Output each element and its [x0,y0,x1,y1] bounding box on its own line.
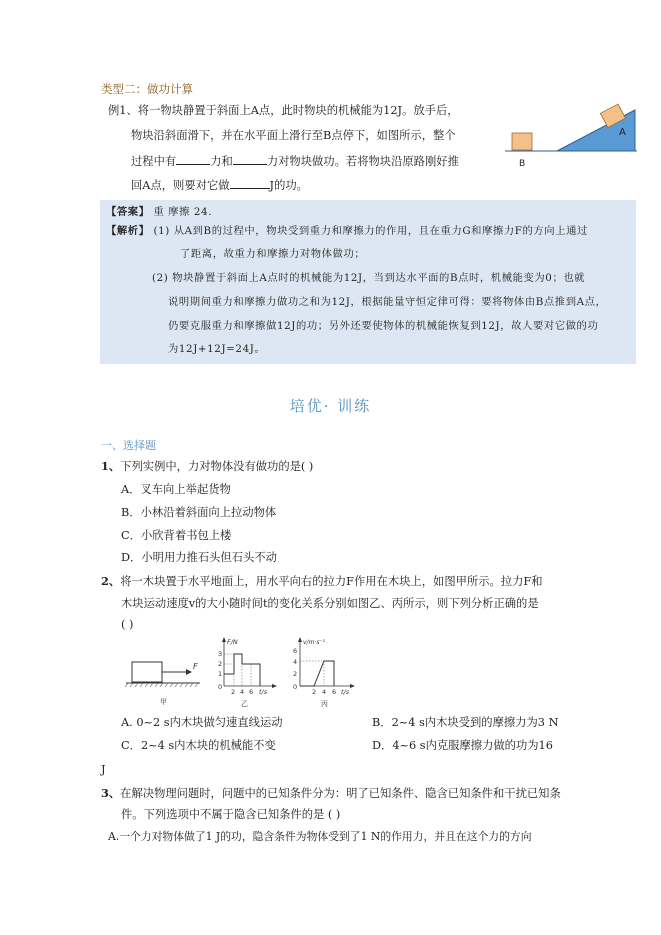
q3-stem-text-1: 在解决物理问题时，问题中的已知条件分为：明了已知条件、隐含已知条件和干扰已知条 [120,787,561,800]
figure-bing-label: 丙 [321,700,328,708]
wooden-block [132,662,162,682]
analysis-line-1 [106,225,588,238]
bing-velocity-curve [300,661,334,686]
q1-stem-text: 下列实例中，力对物体没有做功的是( ) [120,460,314,473]
q1-number: 1、 [101,459,121,473]
bing-ytick-4: 4 [293,658,298,666]
analysis-text-1: (1) 从A到B的过程中，物块受到重力和摩擦力的作用，且在重力G和摩擦力F的方向上通过 [153,225,588,237]
q3-number: 3、 [101,786,121,800]
yi-ytick-3: 3 [218,650,223,658]
answer-box [100,200,636,364]
example-line-4b: J的功。 [269,179,308,192]
q1-option-a: A．叉车向上举起货物 [121,483,231,496]
block-at-b [512,133,532,150]
analysis-line-2: 了距离，故重力和摩擦力对物体做功； [180,248,366,260]
type2-heading: 类型二：做功计算 [101,82,193,96]
q3-stem-1 [101,786,561,801]
bing-xtick-2: 2 [312,688,317,696]
bing-ytick-6: 6 [293,647,298,655]
example-line-3 [131,153,459,169]
example-line-4 [131,177,308,193]
bing-xlabel: t/s [341,688,350,696]
analysis-line-5: 仍要克服重力和摩擦做12J的功；另外还要使物体的机械能恢复到12J，故人要对它做的功 [168,320,599,332]
q2-option-a: A. 0~2 s内木块做匀速直线运动 [121,716,283,729]
q2-stem-3: ( ) [121,618,134,631]
analysis-label: 【解析】 [106,225,150,237]
q2-option-c: C．2~4 s内木块的机械能不变 [121,739,276,752]
force-arrowhead [186,669,192,675]
blank-3 [230,177,270,189]
q3-option-a: A.一个力对物体做了1 J的功，隐含条件为物体受到了1 N的作用力，并且在这个力的方向 [108,830,532,843]
example-line-3c: 力对物块做功。若将物块沿原路刚好推 [266,155,459,168]
bing-ytick-2: 2 [293,670,298,678]
example-line-3a: 过程中有 [131,155,177,168]
answer-line [106,206,212,219]
bing-xtick-6: 6 [332,688,337,696]
figure-jia [124,652,204,708]
q3-stem-2: 件。下列选项中不属于隐含已知条件的是 ( ) [121,808,341,821]
example-line-2: 物块沿斜面滑下，并在水平面上滑行至B点停下，如图所示，整个 [131,129,456,142]
answer-label: 【答案】 [106,206,150,218]
ground-hatch [125,683,198,687]
answer-text: 重 摩擦 24. [153,206,213,218]
yi-xlabel: t/s [259,688,268,696]
section-choice-heading: 一、选择题 [101,439,156,452]
figure-yi [212,636,282,708]
q1-stem [101,459,313,474]
bing-xtick-4: 4 [322,688,327,696]
q1-option-c: C．小欣背着书包上楼 [121,529,232,542]
section-title: 培优· 训练 [289,397,372,415]
example-line-3b: 力和 [210,155,233,168]
q2-option-d: D．4~6 s内克服摩擦力做的功为16 [372,739,553,752]
figure-jia-label: 甲 [160,698,167,706]
example-line-1: 例1、将一物块静置于斜面上A点，此时物块的机械能为12J。放手后， [108,104,459,117]
yi-ytick-2: 2 [218,660,223,668]
yi-ytick-0: 0 [218,683,223,691]
analysis-line-6: 为12J+12J=24J。 [168,343,266,355]
analysis-line-4: 说明期间重力和摩擦力做功之和为12J，根据能量守恒定律可得：要将物体由B点推到A点， [168,296,607,308]
yi-xtick-2: 2 [231,688,236,696]
q2-stem-text-1: 将一木块置于水平地面上，用水平向右的拉力F作用在木块上，如图甲所示。拉力F和 [120,575,543,588]
bing-ytick-0: 0 [293,683,298,691]
figure-yi-label: 乙 [241,700,248,708]
incline-figure [505,102,645,172]
q2-number: 2、 [101,574,121,588]
bing-ylabel: v/m·s⁻¹ [303,639,326,646]
example-line-4a: 回A点，则要对它做 [131,179,230,192]
q1-option-d: D．小明用力推石头但石头不动 [121,551,277,564]
yi-ytick-1: 1 [218,670,223,678]
q1-option-b: B．小林沿着斜面向上拉动物体 [121,506,277,519]
yi-xtick-6: 6 [249,688,254,696]
q2-option-b: B．2~4 s内木块受到的摩擦力为3 N [372,716,559,729]
blank-2 [233,153,267,165]
yi-ylabel: F/N [227,638,238,646]
blank-1 [176,153,210,165]
yi-xtick-4: 4 [240,688,245,696]
label-b: B [519,159,526,169]
q2-stem-1 [101,574,543,589]
figure-bing [286,636,366,708]
label-a: A [619,127,626,138]
q2-option-d-tail: J [101,763,106,776]
force-label: F [193,662,198,671]
q2-stem-2: 木块运动速度v的大小随时间t的变化关系分别如图乙、丙所示，则下列分析正确的是 [121,597,539,610]
analysis-line-3: (2) 物块静置于斜面上A点时的机械能为12J，当到达水平面的B点时，机械能变为0；也就 [152,272,586,284]
